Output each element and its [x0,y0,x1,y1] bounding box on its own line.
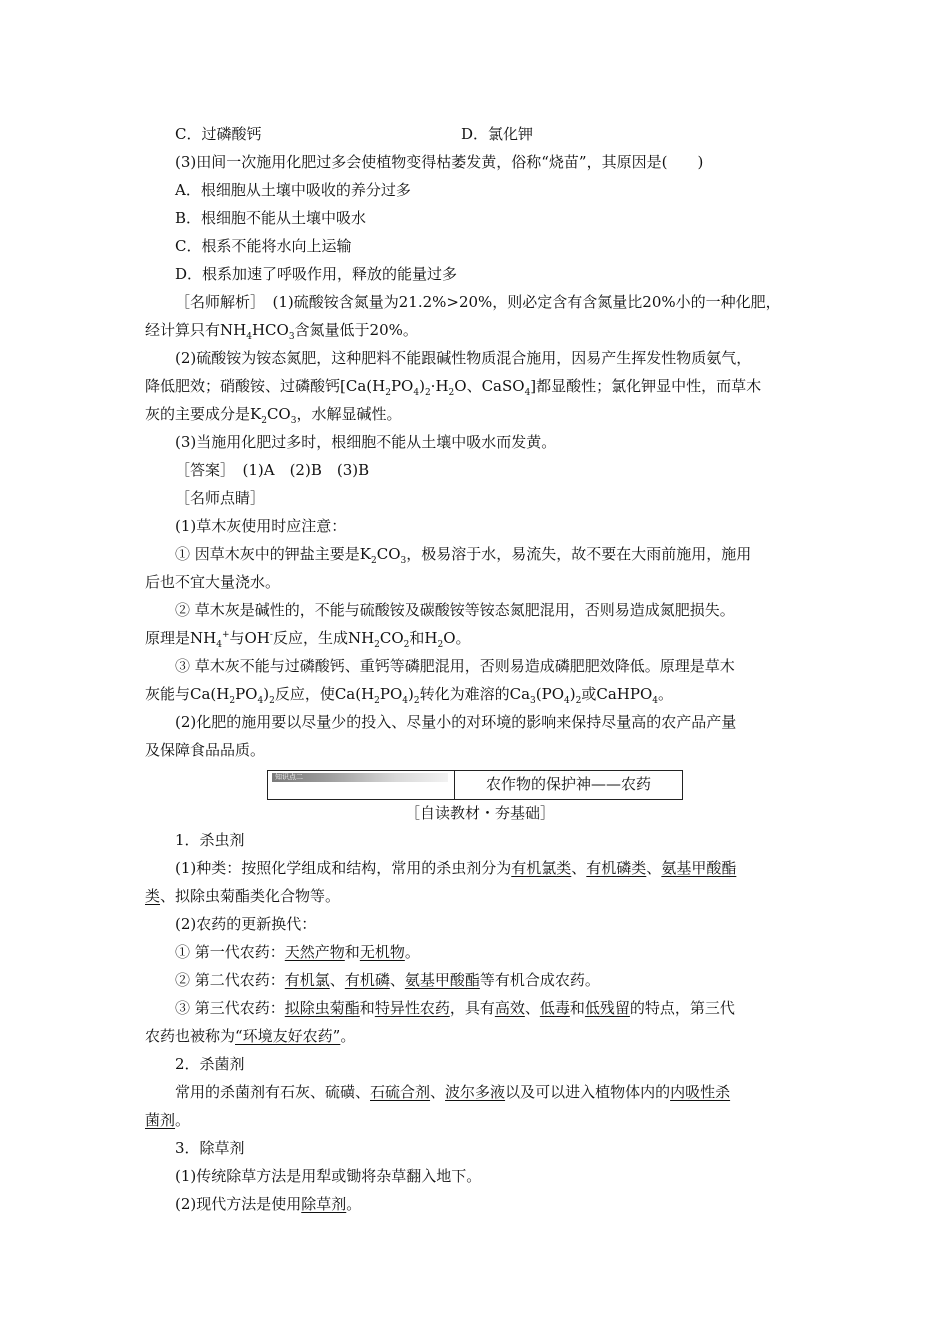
section-1-kinds-line1: (1)种类：按照化学组成和结构，常用的杀虫剂分为有机氯类、有机磷类、氨基甲酸酯 [175,859,737,877]
answer-line: ［答案］ (1)A (2)B (3)B [175,461,370,479]
analysis-p1-line2: 经计算只有$NH_4HCO_3$含氮量低于20%。 [145,321,418,342]
analysis-p2-line2: 降低肥效；硝酸铵、过磷酸钙[$Ca(H_2PO_4)_2\cdot H_2O$、CaSO$_4$]都显酸性；氯化钾显中性，而草木 [145,377,762,398]
section-1-heading: 1．杀虫剂 [175,831,245,849]
tips-point-3-line1: ③ 草木灰不能与过磷酸钙、重钙等磷肥混用，否则易造成磷肥肥效降低。原理是草木 [175,657,735,675]
tips-item-1: (1)草木灰使用时应注意： [175,517,347,535]
question-3-option-b: B．根细胞不能从土壤中吸水 [175,209,367,227]
analysis-p1-line1: ［名师解析］ (1)硫酸铵含氮量为21.2%>20%，则必定含有含氮量比20%小的一种化肥， [175,293,781,311]
analysis-p3: (3)当施用化肥过多时，根细胞不能从土壤中吸水而发黄。 [175,433,557,451]
section-3-item-1: (1)传统除草方法是用犁或锄将杂草翻入地下。 [175,1167,482,1185]
section-3-item-2: (2)现代方法是使用除草剂。 [175,1195,362,1213]
tips-point-2-line1: ② 草木灰是碱性的，不能与硫酸铵及碳酸铵等铵态氮肥混用，否则易造成氮肥损失。 [175,601,735,619]
analysis-p2-line1: (2)硫酸铵为铵态氮肥，这种肥料不能跟碱性物质混合施用，因易产生挥发性物质氨气， [175,349,752,367]
section-2-line1: 常用的杀菌剂有石灰、硫磺、石硫合剂、波尔多液以及可以进入植物体内的内吸性杀 [175,1083,731,1101]
tips-point-1-line2: 后也不宜大量浇水。 [145,573,281,591]
banner-subtitle: ［自读教材・夯基础］ [404,804,555,822]
section-2-line2: 菌剂。 [145,1111,191,1129]
section-1-kinds-line2: 类、拟除虫菊酯类化合物等。 [145,887,341,905]
page-content [145,120,815,1218]
tips-point-1-line1: ① 因草木灰中的钾盐主要是$K_2CO_3$，极易溶于水，易流失，故不要在大雨前施用，施用 [175,545,752,566]
question-3-option-c: C．根系不能将水向上运输 [175,237,352,255]
section-2-heading: 2．杀菌剂 [175,1055,245,1073]
banner-tag-label: 知识点二 [272,773,448,782]
question-3-option-d: D．根系加速了呼吸作用，释放的能量过多 [175,265,458,283]
tips-item-2-line1: (2)化肥的施用要以尽量少的投入、尽量小的对环境的影响来保持尽量高的农产品产量 [175,713,737,731]
option-c: C．过磷酸钙 [175,125,262,143]
tips-point-3-line2: 灰能与$Ca(H_2PO_4)_2$反应，使$Ca(H_2PO_4)_2$转化为难溶的$Ca_3(PO_4)_2$或CaHPO$_4$。 [145,685,674,706]
tips-item-2-line2: 及保障食品品质。 [145,741,266,759]
analysis-p2-line3: 灰的主要成分是$K_2CO_3$，水解显碱性。 [145,405,402,426]
tips-point-2-line2: 原理是$NH_4^+$与OH-反应，生成$NH_2CO_2$和$H_2O$。 [145,629,471,650]
question-3-stem: (3)田间一次施用化肥过多会使植物变得枯萎发黄，俗称“烧苗”，其原因是( ) [175,153,704,171]
banner-title: 农作物的保护神——农药 [485,775,651,793]
section-3-heading: 3．除草剂 [175,1139,245,1157]
banner-tag-cell [268,771,455,799]
generation-1: ① 第一代农药：天然产物和无机物。 [175,943,420,961]
tips-heading: ［名师点睛］ [175,489,266,507]
options-c-d [145,120,815,148]
generation-3-line2: 农药也被称为“环境友好农药”。 [145,1027,356,1045]
option-d: D．氯化钾 [461,125,534,143]
question-3-option-a: A．根细胞从土壤中吸收的养分过多 [175,181,411,199]
section-1-update: (2)农药的更新换代： [175,915,317,933]
generation-2: ② 第二代农药：有机氯、有机磷、氨基甲酸酯等有机合成农药。 [175,971,600,989]
generation-3-line1: ③ 第三代农药：拟除虫菊酯和特异性农药，具有高效、低毒和低残留的特点，第三代 [175,999,735,1017]
section-banner [267,770,683,800]
